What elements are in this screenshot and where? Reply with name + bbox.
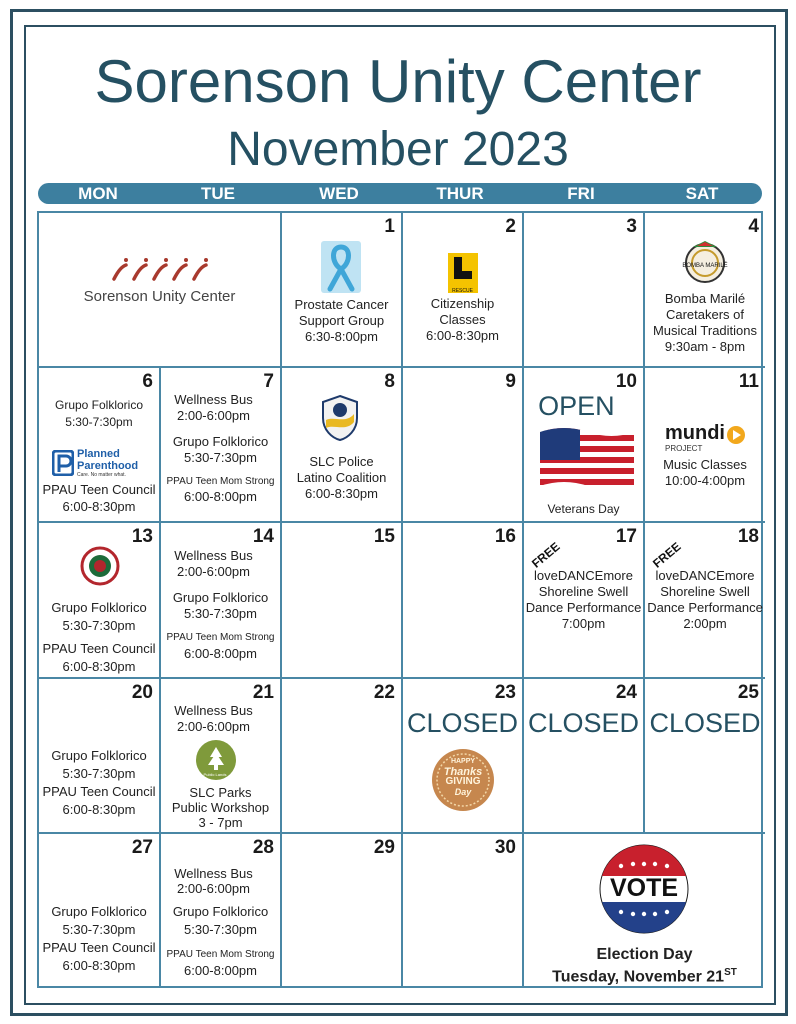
day-cell-22 — [282, 679, 403, 834]
page-title: Sorenson Unity Center — [94, 48, 702, 115]
day-cell-24 — [524, 679, 645, 834]
day-cell-4 — [645, 213, 765, 368]
closed-label: CLOSED — [406, 708, 519, 738]
day-number: 20 — [131, 682, 153, 703]
day-cell-25 — [645, 679, 765, 834]
day-number: 27 — [131, 837, 153, 858]
day-mon: MON — [78, 184, 118, 203]
event-lines: Grupo Folklorico 5:30-7:30pm PPAU Teen Council 6:00-8:30pm — [42, 904, 156, 973]
election-date: Tuesday, November 21ST — [552, 967, 737, 986]
event-lines: Grupo Folklorico 5:30-7:30pm — [54, 398, 144, 429]
day-number: 9 — [505, 371, 516, 392]
day-cell-21 — [161, 679, 282, 834]
day-cell-3 — [524, 213, 645, 368]
day-cell-16 — [403, 523, 524, 679]
event-lines-2: Grupo Folklorico 5:30-7:30pm — [172, 590, 269, 621]
day-number: 18 — [737, 526, 759, 547]
planned-parenthood-logo-icon — [52, 450, 74, 476]
closed-label: CLOSED — [649, 708, 761, 738]
vote-label: VOTE — [609, 874, 679, 902]
pp-name: Planned Parenthood Care. No matter what. — [77, 448, 139, 478]
day-cell-14 — [161, 523, 282, 679]
event-time: 6:00-8:00pm — [184, 489, 257, 504]
day-number: 1 — [384, 216, 395, 237]
logo-text: Sorenson Unity Center — [83, 288, 236, 305]
day-number: 7 — [263, 371, 274, 392]
day-cell-27 — [39, 834, 161, 986]
day-tue: TUE — [201, 184, 235, 203]
event-time: 6:00-8:00pm — [184, 646, 257, 661]
event-lines: Wellness Bus 2:00-6:00pm — [174, 866, 253, 896]
month-title: November 2023 — [227, 123, 569, 176]
unity-logo-icon — [110, 257, 210, 283]
day-sat: SAT — [685, 184, 719, 203]
day-cell-15 — [282, 523, 403, 679]
free-label: FREE — [529, 539, 563, 571]
veterans-day-label: Veterans Day — [547, 502, 620, 516]
event-lines-2: SLC Parks Public Workshop 3 - 7pm — [171, 785, 270, 830]
day-thur: THUR — [436, 184, 484, 203]
free-label: FREE — [650, 539, 684, 571]
police-badge-icon — [320, 394, 360, 442]
day-cell-8 — [282, 368, 403, 523]
day-number: 25 — [737, 682, 759, 703]
day-cell-20 — [39, 679, 161, 834]
day-fri: FRI — [567, 184, 595, 203]
us-flag-icon — [538, 424, 636, 496]
election-cell — [524, 834, 765, 986]
day-number: 30 — [494, 837, 516, 858]
event-lines-2: Grupo Folklorico 5:30-7:30pm — [172, 904, 269, 937]
day-cell-23 — [403, 679, 524, 834]
day-number: 17 — [615, 526, 637, 547]
day-number: 29 — [373, 837, 395, 858]
folklorico-logo-icon — [80, 546, 120, 586]
calendar-grid — [37, 211, 763, 988]
day-cell-6 — [39, 368, 161, 523]
event-lines: loveDANCEmore Shoreline Swell Dance Performance 2:00pm — [647, 568, 763, 631]
day-cell-17 — [524, 523, 645, 679]
day-cell-28 — [161, 834, 282, 986]
day-number: 6 — [142, 371, 153, 392]
election-day-label: Election Day — [596, 946, 693, 963]
day-number: 13 — [131, 526, 153, 547]
day-number: 21 — [252, 682, 274, 703]
teen-mom-strong: PPAU Teen Mom Strong — [166, 632, 275, 643]
day-number: 14 — [252, 526, 274, 547]
closed-label: CLOSED — [527, 708, 640, 738]
day-number: 28 — [252, 837, 274, 858]
teen-mom-strong: PPAU Teen Mom Strong — [166, 949, 275, 960]
day-wed: WED — [319, 184, 359, 203]
event-lines-2: PPAU Teen Council 6:00-8:30pm — [42, 482, 156, 514]
day-number: 15 — [373, 526, 395, 547]
day-number: 16 — [494, 526, 516, 547]
teen-mom-strong: PPAU Teen Mom Strong — [166, 476, 275, 487]
bomba-logo-text: BOMBA MARILÉ — [682, 263, 728, 269]
day-cell-11 — [645, 368, 765, 523]
mundi-logo-sub: PROJECT — [665, 444, 703, 453]
day-number: 22 — [373, 682, 395, 703]
mundi-project-icon — [726, 425, 746, 445]
event-lines-2: Grupo Folklorico 5:30-7:30pm — [172, 434, 269, 465]
day-cell-1 — [282, 213, 403, 368]
event-lines: Prostate Cancer Support Group 6:30-8:00pm — [294, 297, 389, 344]
day-cell-7 — [161, 368, 282, 523]
event-time: 6:00-8:00pm — [184, 963, 257, 978]
awareness-ribbon-icon — [321, 241, 361, 293]
event-lines-2: PPAU Teen Council 6:00-8:30pm — [42, 641, 156, 674]
day-number: 23 — [494, 682, 516, 703]
event-lines: Wellness Bus 2:00-6:00pm — [174, 392, 253, 423]
day-cell-2 — [403, 213, 524, 368]
logo-cell — [39, 213, 282, 368]
weekday-header — [38, 183, 762, 204]
day-number: 11 — [738, 371, 759, 392]
day-number: 3 — [626, 216, 637, 237]
event-lines: Music Classes 10:00-4:00pm — [663, 457, 747, 488]
day-number: 2 — [505, 216, 516, 237]
thanksgiving-badge-text: HAPPY Thanks GIVING Day — [443, 758, 483, 797]
open-label: OPEN — [538, 391, 615, 421]
day-number: 8 — [384, 371, 395, 392]
event-lines: loveDANCEmore Shoreline Swell Dance Performance 7:00pm — [525, 568, 642, 631]
event-lines: Grupo Folklorico 5:30-7:30pm PPAU Teen Council 6:00-8:30pm — [42, 748, 156, 817]
day-cell-30 — [403, 834, 524, 986]
day-cell-18 — [645, 523, 765, 679]
event-lines: Bomba Marilé Caretakers of Musical Traditions 9:30am - 8pm — [652, 291, 758, 354]
mundi-logo-text: mundi — [665, 422, 725, 444]
day-number: 10 — [615, 371, 637, 392]
event-lines: Wellness Bus 2:00-6:00pm — [174, 548, 253, 579]
day-cell-29 — [282, 834, 403, 986]
day-number: 4 — [748, 216, 759, 237]
rescue-logo-text: RESCUE — [452, 288, 473, 294]
event-lines: Citizenship Classes 6:00-8:30pm — [426, 296, 499, 343]
day-cell-13 — [39, 523, 161, 679]
public-lands-logo-text: Public Lands — [203, 772, 227, 777]
event-lines: SLC Police Latino Coalition 6:00-8:30pm — [296, 454, 387, 501]
day-cell-9 — [403, 368, 524, 523]
day-cell-10 — [524, 368, 645, 523]
event-lines: Wellness Bus 2:00-6:00pm — [174, 703, 253, 734]
event-lines: Grupo Folklorico 5:30-7:30pm — [51, 600, 147, 633]
day-number: 24 — [615, 682, 637, 703]
